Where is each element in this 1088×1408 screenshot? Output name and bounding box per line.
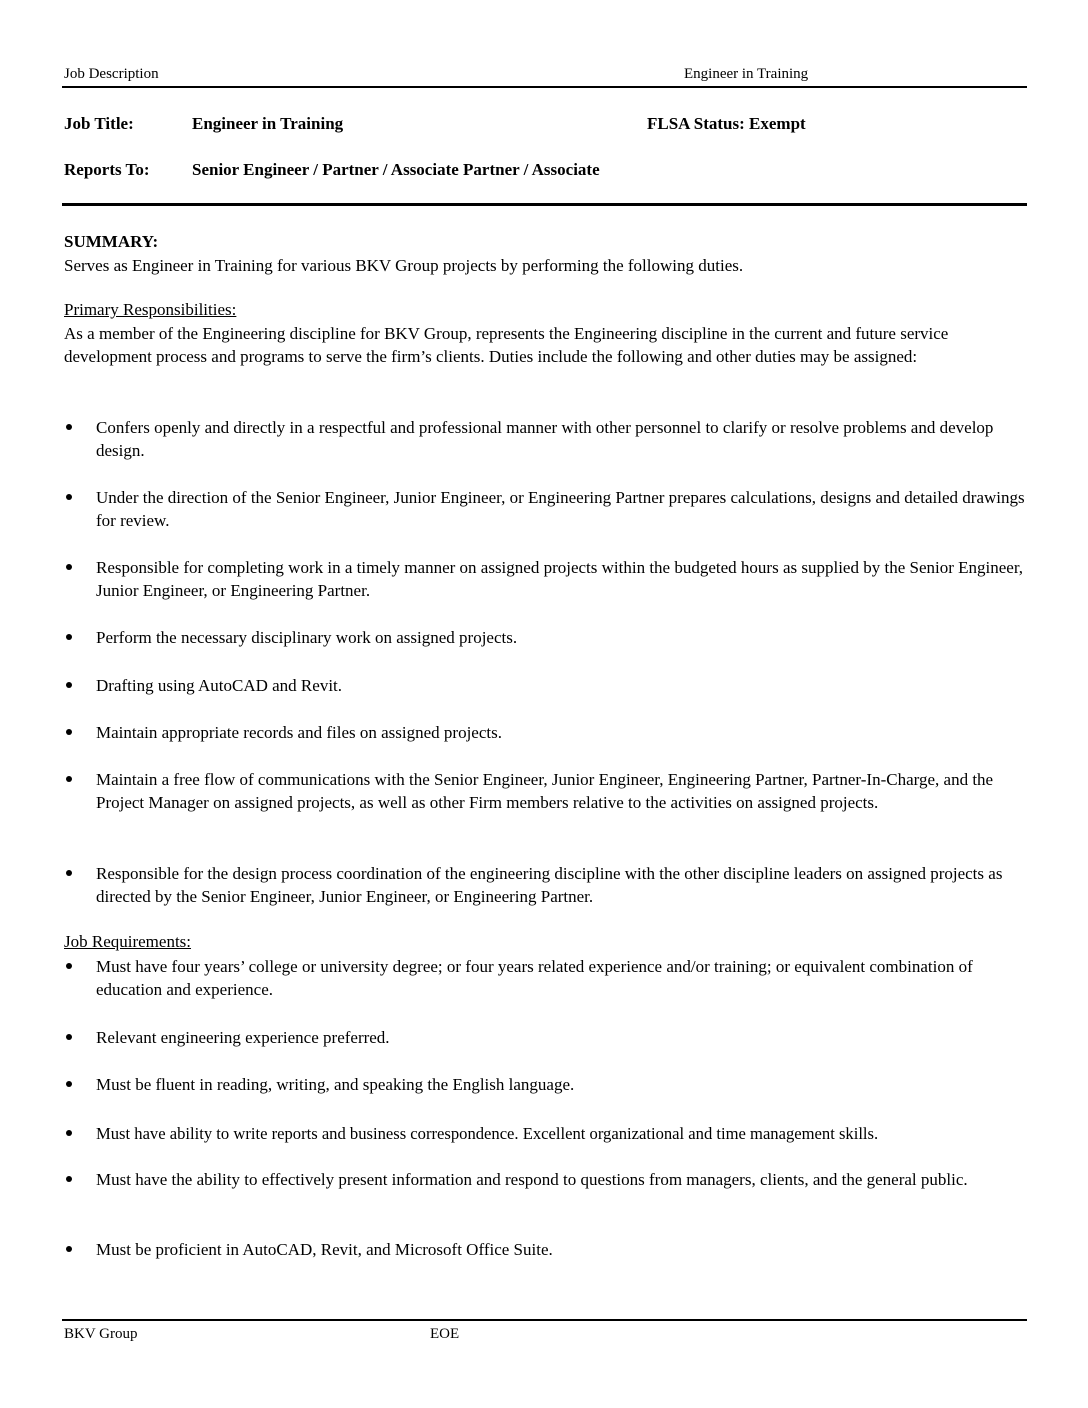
requirement-text: Must be proficient in AutoCAD, Revit, and Microsoft Office Suite.: [96, 1240, 553, 1259]
bullet-icon: [66, 494, 72, 500]
responsibility-text: Responsible for completing work in a timely manner on assigned projects within the budgeted hours as supplied by the Senior Engineer, Junior Engineer, or Engineering Partner.: [96, 558, 1024, 600]
footer-rule: [62, 1319, 1027, 1321]
job-title-label: Job Title:: [64, 114, 134, 133]
primary-responsibilities-intro: As a member of the Engineering discipline for BKV Group, represents the Engineering discipline in the current and future service development process and programs to serve the firm’s clients. Duties include the following and other duties may be assigned:: [64, 324, 949, 366]
footer-center: EOE: [430, 1326, 460, 1342]
responsibility-text: Under the direction of the Senior Engineer, Junior Engineer, or Engineering Partner prepares calculations, designs and detailed drawings for review.: [96, 488, 1025, 530]
bullet-icon: [66, 424, 72, 430]
header-left: Job Description: [64, 66, 159, 82]
header-right: Engineer in Training: [684, 66, 809, 82]
requirement-text: Must have four years’ college or university degree; or four years related experience and/or training; or equivalent combination of education and experience.: [96, 957, 973, 999]
bullet-icon: [66, 1034, 72, 1040]
responsibility-text: Maintain appropriate records and files on assigned projects.: [96, 723, 502, 742]
responsibility-text: Responsible for the design process coordination of the engineering discipline with the other discipline leaders on assigned projects as directed by the Senior Engineer, Junior Engineer, or Engineering Partner.: [96, 864, 1003, 906]
bullet-icon: [66, 564, 72, 570]
bullet-icon: [66, 1130, 72, 1136]
responsibility-text: Drafting using AutoCAD and Revit.: [96, 676, 343, 695]
primary-responsibilities-heading: Primary Responsibilities:: [64, 300, 237, 319]
summary-heading: SUMMARY:: [64, 232, 159, 251]
job-title-value: Engineer in Training: [192, 114, 344, 133]
bullet-icon: [66, 634, 72, 640]
bullet-icon: [66, 870, 72, 876]
responsibility-text: Confers openly and directly in a respectful and professional manner with other personnel to clarify or resolve problems and develop design.: [96, 418, 994, 460]
requirement-text: Relevant engineering experience preferred.: [96, 1028, 390, 1047]
requirement-text: Must be fluent in reading, writing, and speaking the English language.: [96, 1075, 575, 1094]
responsibility-text: Perform the necessary disciplinary work on assigned projects.: [96, 628, 518, 647]
header-rule: [62, 86, 1027, 88]
meta-rule: [62, 203, 1027, 206]
footer-left: BKV Group: [64, 1326, 138, 1342]
responsibility-text: Maintain a free flow of communications with the Senior Engineer, Junior Engineer, Engineering Partner, Partner-In-Charge, and the Project Manager on assigned projects, as well as other Firm members relative to the activities on assigned projects.: [96, 770, 994, 812]
job-requirements-heading: Job Requirements:: [64, 932, 192, 951]
bullet-icon: [66, 682, 72, 688]
bullet-icon: [66, 1246, 72, 1252]
requirement-text: Must have ability to write reports and business correspondence. Excellent organizational and time management skills.: [96, 1124, 879, 1143]
bullet-icon: [66, 1176, 72, 1182]
bullet-icon: [66, 963, 72, 969]
reports-to-value: Senior Engineer / Partner / Associate Partner / Associate: [192, 160, 600, 179]
bullet-icon: [66, 1081, 72, 1087]
reports-to-label: Reports To:: [64, 160, 150, 179]
bullet-icon: [66, 729, 72, 735]
flsa-status: FLSA Status: Exempt: [647, 114, 806, 133]
bullet-icon: [66, 776, 72, 782]
requirement-text: Must have the ability to effectively present information and respond to questions from managers, clients, and the general public.: [96, 1170, 968, 1189]
summary-text: Serves as Engineer in Training for various BKV Group projects by performing the following duties.: [64, 256, 744, 275]
